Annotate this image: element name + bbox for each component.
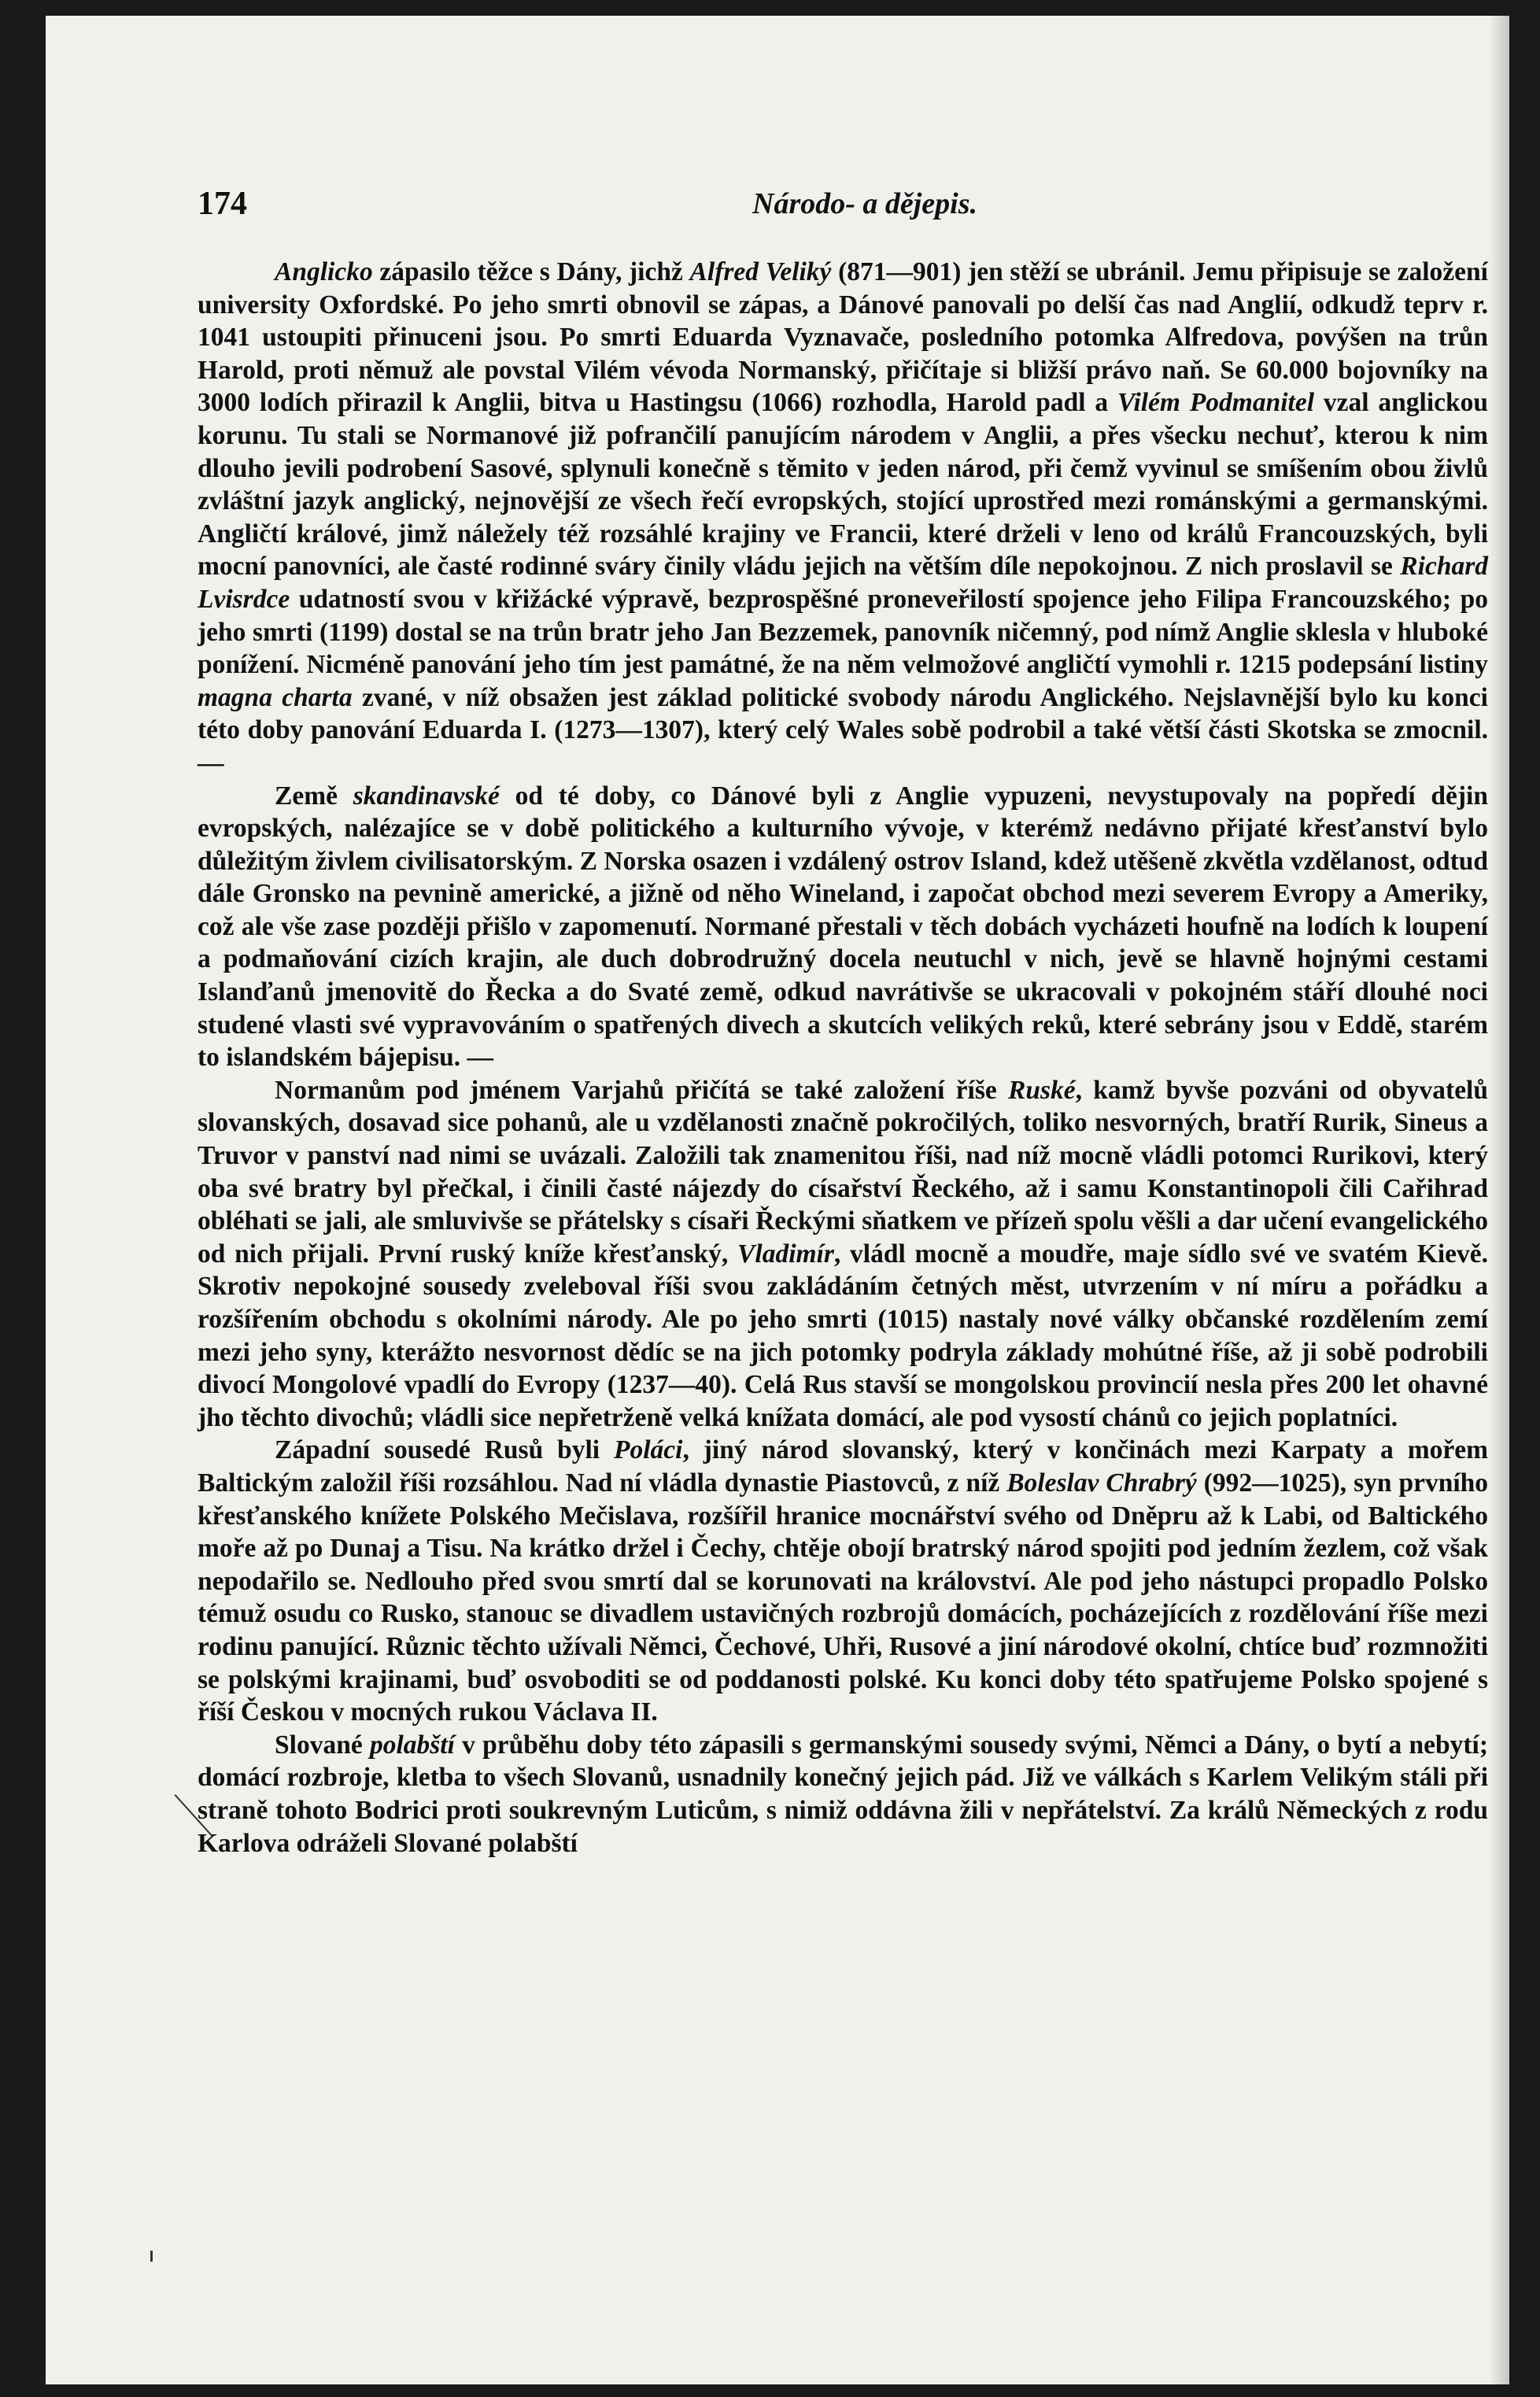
- text-run: (992—1025), syn prvního křesťanského knížete Polského Mečislava, rozšířil hranice mocnářství svého od Dněpru až k Labi, od Baltického moře až po Dunaj a Tisu. Na krátko držel i Čechy, chtěje obojí bratrský národ spojiti pod jedním žezlem, což však nepodařilo se. Nedlouho před svou smrtí dal se korunovati na království. Ale pod jeho nástupci propadlo Polsko témuž osudu co Rusko, stanouc se divadlem ustavičných rozbrojů domácích, pocházejících z rozdělování říše mezi rodinu panující. Různic těchto užívali Němci, Čechové, Uhři, Rusové a jiní národové okolní, chtíce buď rozmnožiti se polskými krajinami, buď osvoboditi se od poddanosti polské. Ku konci doby této spatřujeme Polsko spojené s říší Českou v mocných rukou Václava II.: [198, 1468, 1489, 1727]
- italic-term: Vladimír: [737, 1239, 834, 1269]
- paragraph: [198, 780, 1488, 1074]
- text-run: zvané, v níž obsažen jest základ politické svobody národu Anglického. Nejslavnější bylo ku konci této doby panování Eduarda I. (1273—1307), který celý Wales sobě podrobil a také větší části Skotska se zmocnil. —: [198, 682, 1488, 777]
- italic-term: Richard Lvisrdce: [198, 552, 1488, 614]
- paragraph: [198, 256, 1488, 780]
- margin-tick-mark: [150, 2251, 153, 2262]
- italic-term: polabští: [369, 1730, 455, 1760]
- paragraph: [198, 1434, 1488, 1728]
- page-number: 174: [198, 186, 247, 222]
- text-run: vzal anglickou korunu. Tu stali se Normanové již pofrančilí panujícím národem v Anglii, a přes všecku nechuť, kterou k nim dlouho jevili podrobení Sasové, splynuli konečně s těmito v jeden národ, při čemž vyvinul se smíšením obou živlů zvláštní jazyk anglický, nejnovější ze všech řečí evropských, stojící uprostřed mezi románskými a germanskými. Angličtí králové, jimž náležely též rozsáhlé krajiny ve Francii, které drželi v leno od králů Francouzských, byli mocní panovníci, ale časté rodinné sváry činily vládu jejich na větším díle nepokojnou. Z nich proslavil se: [198, 388, 1489, 582]
- text-run: , jiný národ slovanský, který v končinách mezi Karpaty a mořem Baltickým založil říši rozsáhlou. Nad ní vládla dynastie Piastovců, z níž: [198, 1435, 1488, 1498]
- text-run: (871—901) jen stěží se ubránil. Jemu připisuje se založení university Oxfordské. Po jeho smrti obnovil se zápas, a Dánové panovali po delší čas nad Anglií, odkudž teprv r. 1041 ustoupiti přinuceni jsou. Po smrti Eduarda Vyznavače, posledního potomka Alfredova, povýšen na trůn Harold, proti němuž ale povstal Vilém vévoda Normanský, přičítaje si bližší právo naň. Se 60.000 bojovníky na 3000 lodích přirazil k Anglii, bitva u Hastingsu (1066) rozhodla, Harold padl a: [198, 257, 1488, 418]
- text-run: , vládl mocně a moudře, maje sídlo své ve svatém Kievě. Skrotiv nepokojné sousedy zveleboval říši svou zakládáním četných měst, utvrzením v ní míru a pořádku a rozšířením obchodu s okolními národy. Ale po jeho smrti (1015) nastaly nové války občanské rozdělením zemí mezi jeho syny, kterážto nesvornost dědíc se na jich potomky podryla základy mohútné říše, až ji sobě podrobili divocí Mongolové vpadlí do Evropy (1237—40). Celá Rus stavší se mongolskou provincií nesla přes 200 let ohavné jho těchto divochů; vládli sice nepřetrženě velká knížata domácí, ale pod vysostí chánů co jejich poplatníci.: [198, 1239, 1489, 1432]
- italic-term: Vilém Podmanitel: [1117, 388, 1315, 418]
- italic-term: Ruské: [1007, 1075, 1076, 1105]
- text-run: , kamž byvše pozváni od obyvatelů slovanských, dosavad sice pohanů, ale u vzdělanosti značně pokročilých, toliko nesvorných, bratří Rurik, Sineus a Truvor v panství nad nimi se uvázali. Založili tak znamenitou říši, nad níž mocně vládli potomci Rurikovi, který oba své bratry byl přečkal, i činili časté nájezdy do císařství Řeckého, až i samu Konstantinopoli čili Cařihrad obléhati se jali, ale smluvivše se přátelsky s císaři Řeckými sňatkem ve přízeň spolu věšli a dar učení evangelického od nich přijali. První ruský kníže křesťanský,: [198, 1075, 1489, 1269]
- italic-term: skandinavské: [353, 781, 500, 811]
- italic-term: magna charta: [198, 682, 353, 712]
- paragraph: [198, 1729, 1488, 1860]
- text-run: Slované: [275, 1730, 370, 1760]
- paragraph: [198, 1074, 1488, 1435]
- italic-term: Alfred Veliký: [689, 257, 832, 286]
- page-header: [198, 185, 1488, 232]
- book-page: [46, 16, 1509, 2384]
- text-run: udatností svou v křižácké výpravě, bezprospěšné proneveřilostí spojence jeho Filipa Francouzského; po jeho smrti (1199) dostal se na trůn bratr jeho Jan Bezzemek, panovník ničemný, pod nímž Anglie sklesla v hluboké ponížení. Nicméně panování jeho tím jest památné, že na něm velmožové angličtí vymohli r. 1215 podepsání listiny: [198, 584, 1488, 680]
- body-text: [198, 256, 1488, 1860]
- italic-term: Poláci: [614, 1435, 683, 1465]
- page-edge-shadow: [1489, 16, 1509, 2384]
- text-run: v průběhu doby této zápasili s germanskými sousedy svými, Němci a Dány, o bytí a nebytí; domácí rozbroje, kletba to všech Slovanů, usnadnily konečný jejich pád. Již ve válkách s Karlem Velikým stáli při straně tohoto Bodrici proti soukrevným Luticům, s nimiž oddávna žili v nepřátelství. Za králů Německých z rodu Karlova odráželi Slované polabští: [198, 1730, 1488, 1858]
- text-run: od té doby, co Dánové byli z Anglie vypuzeni, nevystupovaly na popředí dějin evropských, nalézajíce se v době politického a kulturního vývoje, v kterémž nedávno přijaté křesťanství bylo důležitým živlem civilisatorským. Z Norska osazen i vzdálený ostrov Island, kdež utěšeně zkvětla vzdělanost, odtud dále Gronsko na pevnině americké, a jižně od něho Wineland, i započat obchod mezi severem Evropy a Ameriky, což ale vše zase později přišlo v zapomenutí. Normané přestali v těch dobách vycházeti houfně na lodích k loupení a podmaňování cizích krajin, ale duch dobrodružný docela neutuchl v nich, jevě se hlavně hojnými cestami Islanďanů jmenovitě do Řecka a do Svaté země, odkud navrátivše se ukracovali v pokojném stáří dlouhé noci studené vlasti své vypravováním o spatřených divech a skutcích velikých reků, které sebrány jsou v Eddě, starém to islandském bájepisu. —: [198, 781, 1488, 1073]
- text-run: Země: [275, 781, 353, 811]
- text-run: zápasilo těžce s Dány, jichž: [372, 257, 690, 286]
- italic-term: Boleslav Chrabrý: [1006, 1468, 1197, 1498]
- text-run: Západní sousedé Rusů byli: [275, 1435, 615, 1465]
- italic-term: Anglicko: [275, 257, 373, 286]
- running-head: Národo- a dějepis.: [752, 187, 978, 220]
- text-run: Normanům pod jménem Varjahů přičítá se také založení říše: [275, 1075, 1008, 1105]
